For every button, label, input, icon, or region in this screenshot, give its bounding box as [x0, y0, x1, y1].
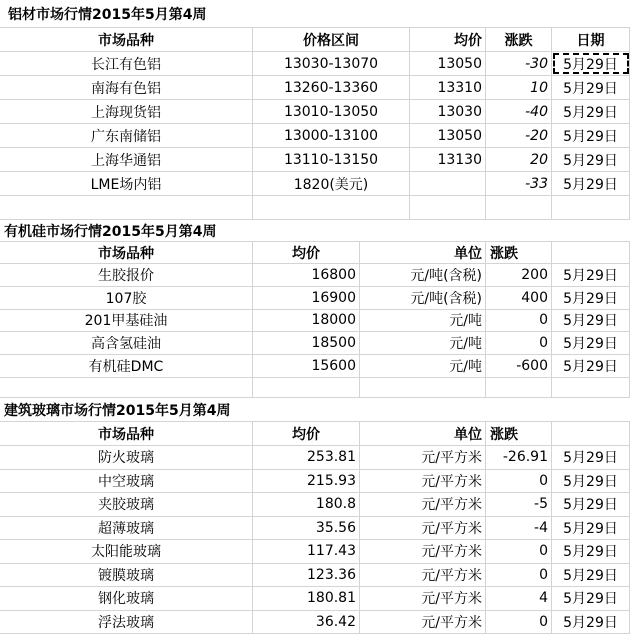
empty-cell[interactable] [552, 242, 630, 263]
empty-cell[interactable] [360, 378, 486, 397]
product-name[interactable]: LME场内铝 [0, 172, 253, 195]
price-change[interactable]: 200 [486, 264, 552, 286]
avg-price[interactable]: 13050 [410, 52, 486, 75]
product-name[interactable]: 中空玻璃 [0, 470, 253, 493]
unit[interactable]: 元/平方米 [360, 540, 486, 563]
price-change[interactable]: 20 [486, 148, 552, 171]
avg-price[interactable]: 16800 [253, 264, 360, 286]
table-row [0, 446, 630, 470]
product-name[interactable]: 太阳能玻璃 [0, 540, 253, 563]
aluminum-title-row [0, 0, 630, 28]
header-change[interactable]: 涨跌 [486, 242, 552, 263]
avg-price[interactable]: 36.42 [253, 611, 360, 634]
price-change[interactable]: -4 [486, 517, 552, 540]
unit[interactable]: 元/平方米 [360, 493, 486, 516]
price-change[interactable]: 4 [486, 587, 552, 610]
product-name[interactable]: 高含氢硅油 [0, 332, 253, 354]
product-name[interactable]: 生胶报价 [0, 264, 253, 286]
unit[interactable]: 元/平方米 [360, 446, 486, 469]
avg-price[interactable]: 18500 [253, 332, 360, 354]
header-avg[interactable]: 均价 [253, 422, 360, 445]
product-name[interactable]: 上海华通铝 [0, 148, 253, 171]
table-row [0, 310, 630, 333]
silicone-header-row [0, 242, 630, 264]
price-change[interactable]: -40 [486, 100, 552, 123]
price-range[interactable]: 13010-13050 [253, 100, 410, 123]
price-range[interactable]: 13000-13100 [253, 124, 410, 147]
price-change[interactable]: 10 [486, 76, 552, 99]
avg-price[interactable]: 180.8 [253, 493, 360, 516]
price-change[interactable]: 0 [486, 540, 552, 563]
empty-cell[interactable] [552, 378, 630, 397]
header-unit[interactable]: 单位 [360, 242, 486, 263]
empty-cell[interactable] [410, 196, 486, 219]
date-cell[interactable]: 5月29日 [552, 446, 630, 469]
avg-price[interactable]: 180.81 [253, 587, 360, 610]
price-change[interactable]: -30 [486, 52, 552, 75]
avg-price[interactable]: 13310 [410, 76, 486, 99]
unit[interactable]: 元/吨 [360, 332, 486, 354]
date-cell[interactable]: 5月29日 [552, 332, 630, 354]
table-row [0, 332, 630, 355]
avg-price[interactable]: 123.36 [253, 564, 360, 587]
price-change[interactable]: 400 [486, 287, 552, 309]
table-row [0, 493, 630, 517]
date-cell[interactable]: 5月29日 [552, 76, 630, 99]
table-row [0, 355, 630, 378]
header-product[interactable]: 市场品种 [0, 242, 253, 263]
price-change[interactable]: -33 [486, 172, 552, 195]
table-row [0, 52, 630, 76]
date-cell[interactable]: 5月29日 [552, 148, 630, 171]
date-cell[interactable]: 5月29日 [552, 540, 630, 563]
unit[interactable]: 元/平方米 [360, 470, 486, 493]
header-product[interactable]: 市场品种 [0, 422, 253, 445]
table-row [0, 76, 630, 100]
unit[interactable]: 元/平方米 [360, 564, 486, 587]
avg-price[interactable]: 18000 [253, 310, 360, 332]
product-name[interactable]: 防火玻璃 [0, 446, 253, 469]
date-cell[interactable]: 5月29日 [552, 587, 630, 610]
price-change[interactable]: 0 [486, 611, 552, 634]
avg-price[interactable]: 15600 [253, 355, 360, 377]
product-name[interactable]: 上海现货铝 [0, 100, 253, 123]
avg-price[interactable]: 215.93 [253, 470, 360, 493]
avg-price[interactable]: 13130 [410, 148, 486, 171]
avg-price[interactable]: 253.81 [253, 446, 360, 469]
avg-price[interactable]: 117.43 [253, 540, 360, 563]
price-change[interactable]: 0 [486, 470, 552, 493]
table-row [0, 148, 630, 172]
unit[interactable]: 元/吨 [360, 310, 486, 332]
product-name[interactable]: 201甲基硅油 [0, 310, 253, 332]
table-row [0, 517, 630, 541]
empty-cell[interactable] [0, 196, 253, 219]
date-cell[interactable]: 5月29日 [552, 493, 630, 516]
header-change[interactable]: 涨跌 [486, 422, 552, 445]
date-cell[interactable]: 5月29日 [552, 470, 630, 493]
empty-cell[interactable] [253, 378, 360, 397]
glass-title-row [0, 398, 630, 422]
unit[interactable]: 元/吨 [360, 355, 486, 377]
product-name[interactable]: 浮法玻璃 [0, 611, 253, 634]
date-cell[interactable]: 5月29日 [552, 310, 630, 332]
empty-cell[interactable] [0, 378, 253, 397]
product-name[interactable]: 夹胶玻璃 [0, 493, 253, 516]
avg-price[interactable]: 35.56 [253, 517, 360, 540]
empty-cell[interactable] [486, 378, 552, 397]
unit[interactable]: 元/平方米 [360, 587, 486, 610]
product-name[interactable]: 超薄玻璃 [0, 517, 253, 540]
table-row [0, 100, 630, 124]
avg-price[interactable] [410, 172, 486, 195]
avg-price[interactable]: 13030 [410, 100, 486, 123]
product-name[interactable]: 有机硅DMC [0, 355, 253, 377]
price-change[interactable]: 0 [486, 332, 552, 354]
date-cell[interactable]: 5月29日 [552, 100, 630, 123]
aluminum-header-row [0, 28, 630, 52]
date-cell[interactable]: 5月29日 [552, 264, 630, 286]
table-row [0, 540, 630, 564]
header-price-range[interactable]: 价格区间 [253, 28, 410, 51]
price-range[interactable]: 13260-13360 [253, 76, 410, 99]
price-range[interactable]: 13030-13070 [253, 52, 410, 75]
product-name[interactable]: 107胶 [0, 287, 253, 309]
date-cell[interactable]: 5月29日 [552, 172, 630, 195]
table-row [0, 172, 630, 196]
table-row [0, 564, 630, 588]
date-cell[interactable]: 5月29日 [552, 52, 630, 75]
product-name[interactable]: 南海有色铝 [0, 76, 253, 99]
spacer-row [0, 196, 630, 220]
product-name[interactable]: 镀膜玻璃 [0, 564, 253, 587]
date-cell[interactable]: 5月29日 [552, 611, 630, 634]
date-cell[interactable]: 5月29日 [552, 355, 630, 377]
date-cell[interactable]: 5月29日 [552, 287, 630, 309]
silicone-section-title: 有机硅市场行情2015年5月第4周 [4, 223, 217, 240]
header-date[interactable]: 日期 [552, 28, 630, 51]
table-row [0, 124, 630, 148]
table-row [0, 611, 630, 635]
unit[interactable]: 元/平方米 [360, 517, 486, 540]
header-unit[interactable]: 单位 [360, 422, 486, 445]
avg-price[interactable]: 13050 [410, 124, 486, 147]
header-avg[interactable]: 均价 [410, 28, 486, 51]
empty-cell[interactable] [552, 422, 630, 445]
price-change[interactable]: -26.91 [486, 446, 552, 469]
price-change[interactable]: -5 [486, 493, 552, 516]
aluminum-section-title: 铝材市场行情2015年5月第4周 [8, 6, 207, 23]
glass-section-title: 建筑玻璃市场行情2015年5月第4周 [4, 402, 231, 419]
empty-cell[interactable] [486, 196, 552, 219]
date-cell[interactable]: 5月29日 [552, 124, 630, 147]
avg-price[interactable]: 16900 [253, 287, 360, 309]
price-change[interactable]: 0 [486, 564, 552, 587]
product-name[interactable]: 长江有色铝 [0, 52, 253, 75]
price-range[interactable]: 1820(美元) [253, 172, 410, 195]
date-cell[interactable]: 5月29日 [552, 564, 630, 587]
price-range[interactable]: 13110-13150 [253, 148, 410, 171]
empty-cell[interactable] [253, 196, 410, 219]
spacer-row [0, 378, 630, 398]
silicone-title-row [0, 220, 630, 242]
table-row [0, 264, 630, 287]
unit[interactable]: 元/吨(含税) [360, 264, 486, 286]
unit[interactable]: 元/吨(含税) [360, 287, 486, 309]
date-cell[interactable]: 5月29日 [552, 517, 630, 540]
product-name[interactable]: 钢化玻璃 [0, 587, 253, 610]
price-change[interactable]: -20 [486, 124, 552, 147]
header-change[interactable]: 涨跌 [486, 28, 552, 51]
table-row [0, 287, 630, 310]
price-change[interactable]: -600 [486, 355, 552, 377]
header-avg[interactable]: 均价 [253, 242, 360, 263]
product-name[interactable]: 广东南储铝 [0, 124, 253, 147]
header-product[interactable]: 市场品种 [0, 28, 253, 51]
table-row [0, 470, 630, 494]
glass-header-row [0, 422, 630, 446]
table-row [0, 587, 630, 611]
empty-cell[interactable] [552, 196, 630, 219]
unit[interactable]: 元/平方米 [360, 611, 486, 634]
price-change[interactable]: 0 [486, 310, 552, 332]
